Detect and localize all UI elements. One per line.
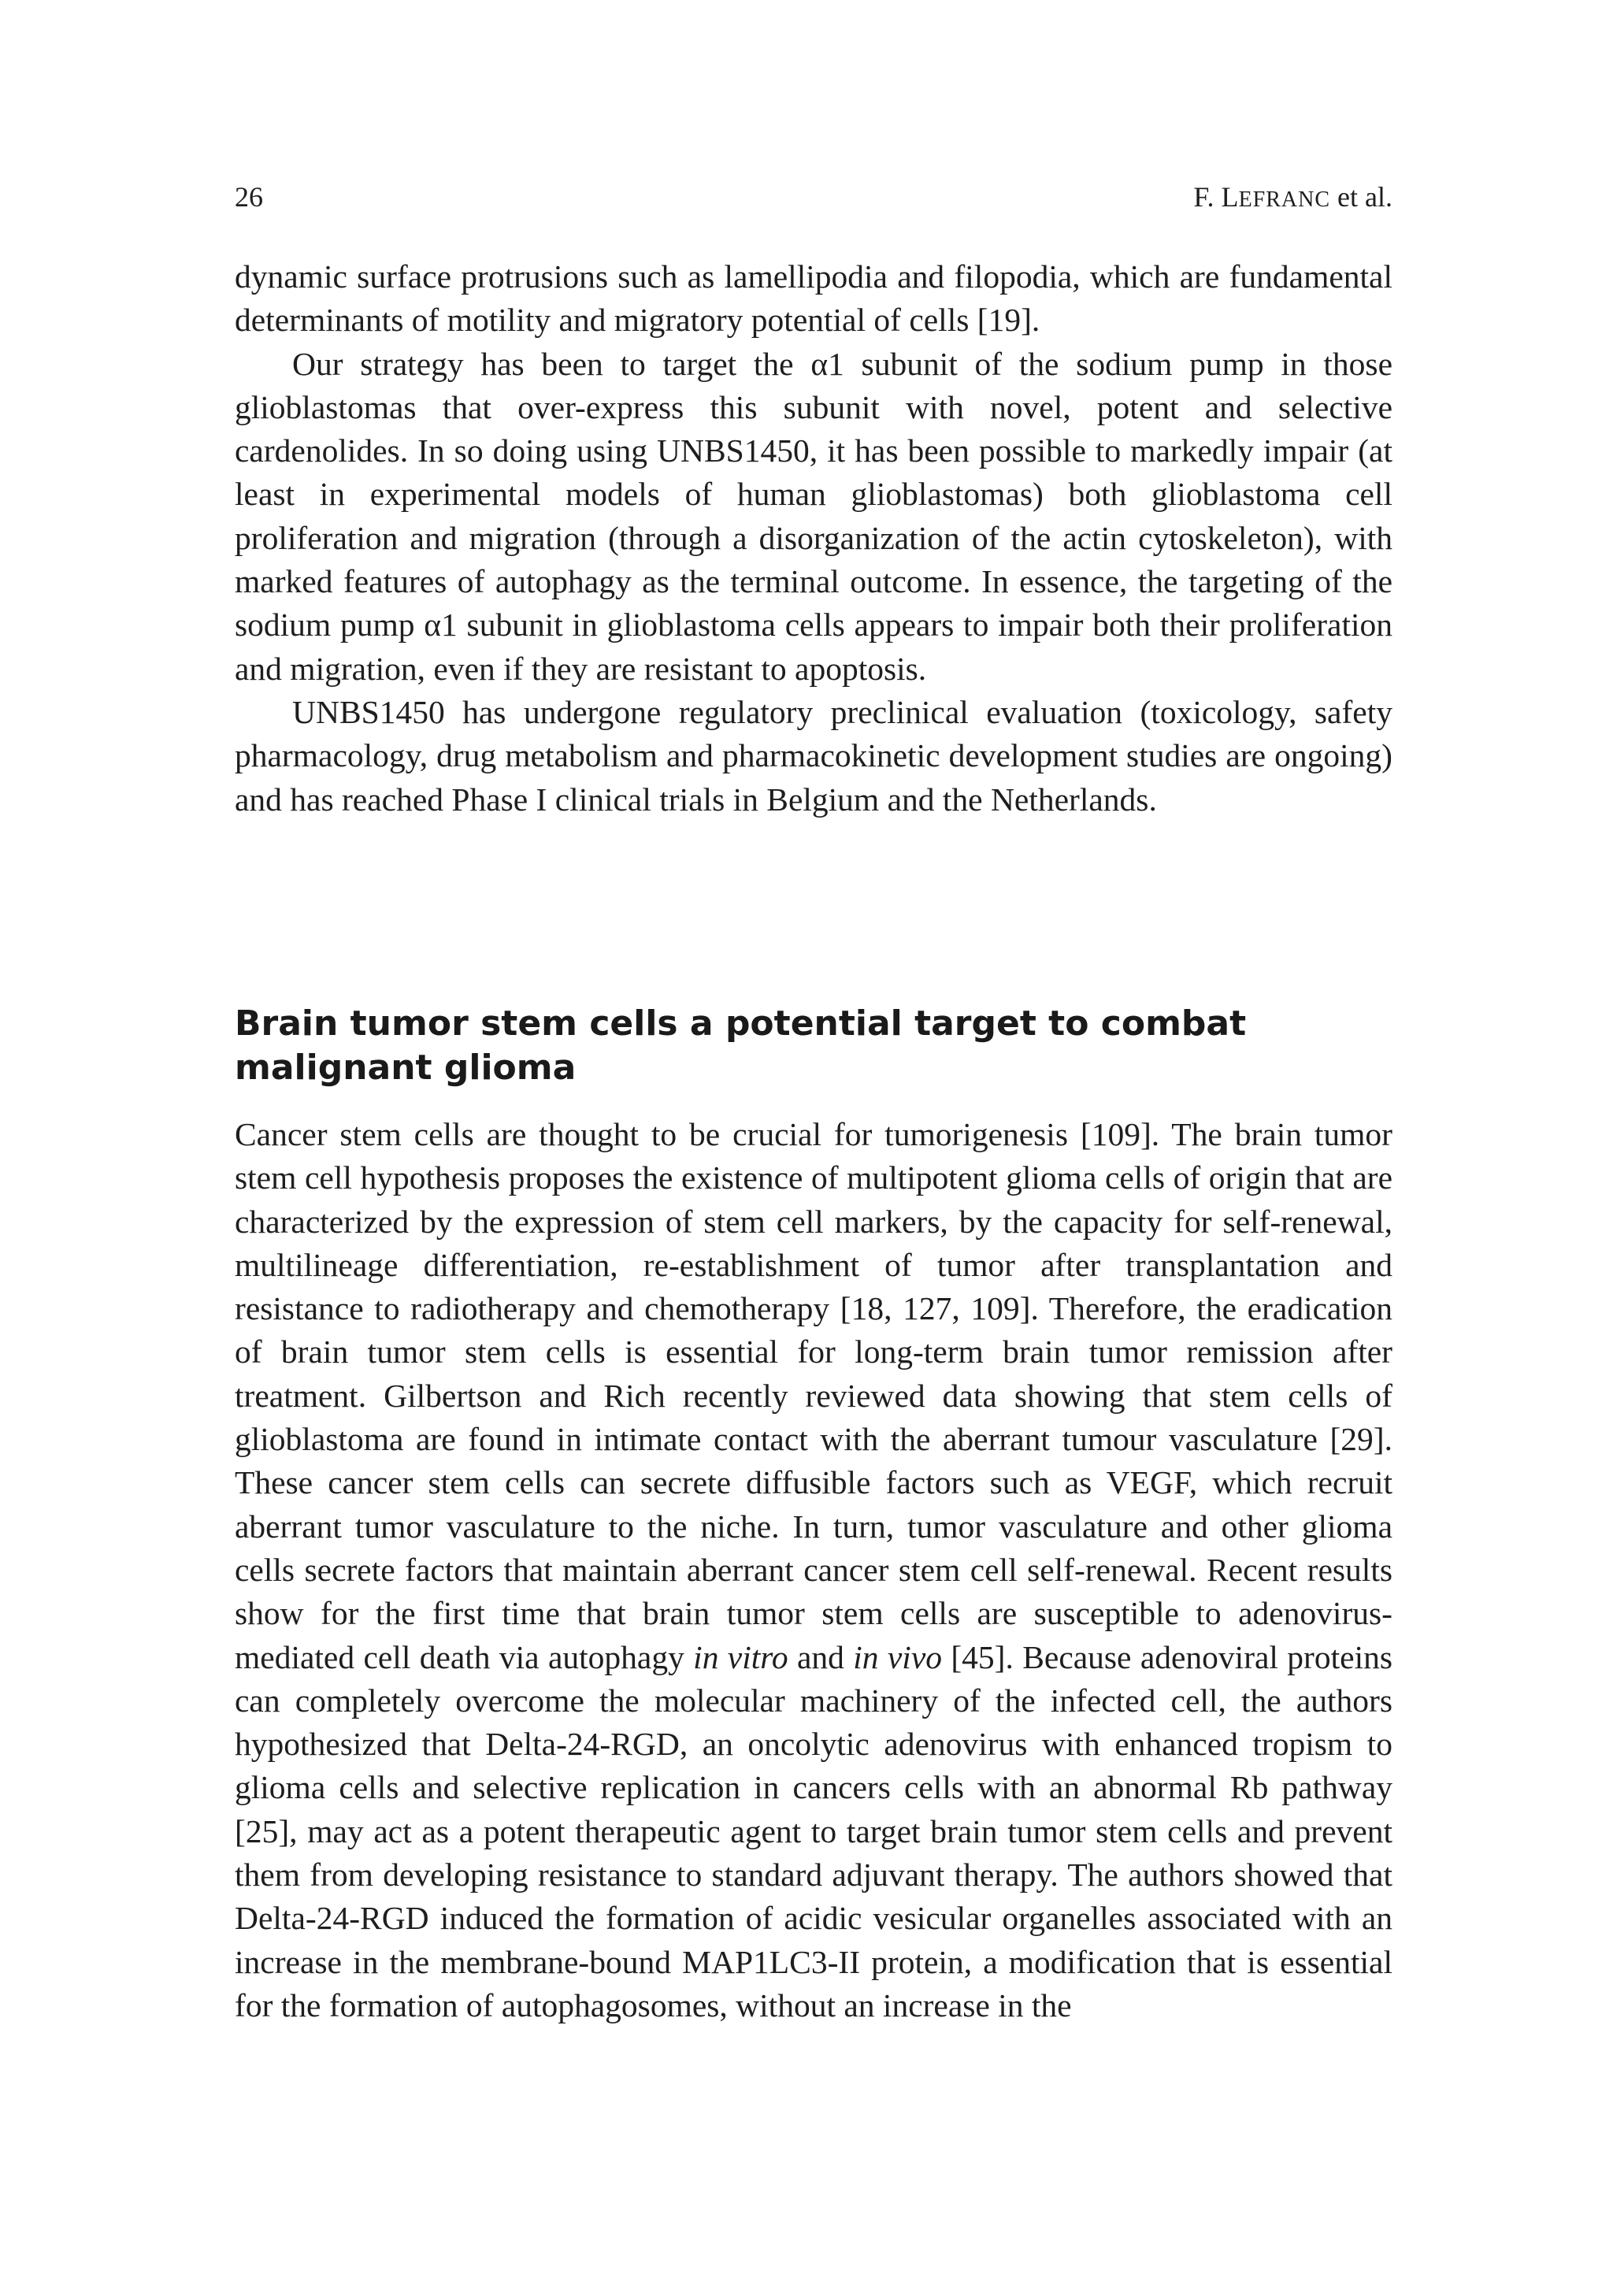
author-suffix: et al.	[1330, 181, 1392, 213]
paragraph: dynamic surface protrusions such as lamellipodia and filopodia, which are fundamental determinants of motility and migratory potential of cells [19].	[235, 258, 1392, 339]
italic-term: in vivo	[853, 1638, 943, 1675]
text-run: Cancer stem cells are thought to be crucial for tumorigenesis [109]. The brain tumor stem cell hypothesis proposes the existence of multipotent glioma cells of origin that are characterized by the expression of stem cell markers, by the capacity for self-renewal, multilineage differentiation, re-establishment of tumor after transplantation and resistance to radiotherapy and chemotherapy [18, 127, 109]. Therefore, the eradication of brain tumor stem cells is essential for long-term brain tumor remission after treatment. Gilbertson and Rich recently reviewed data showing that stem cells of glioblastoma are found in intimate contact with the aberrant tumour vasculature [29]. These cancer stem cells can secrete diffusible factors such as VEGF, which recruit aberrant tumor vasculature to the niche. In turn, tumor vasculature and other glioma cells secrete factors that maintain aberrant cancer stem cell self-renewal. Recent results show for the first time that brain tumor stem cells are susceptible to adenovirus-mediated cell death via autophagy	[235, 1116, 1392, 1675]
page-number: 26	[235, 181, 263, 213]
author-initial: F. L	[1193, 181, 1239, 213]
paragraph: Our strategy has been to target the α1 subunit of the sodium pump in those glioblastomas that over-express this subunit with novel, potent and selective cardenolides. In so doing using UNBS1450, it has been possible to markedly impair (at least in experimental models of human glioblastomas) both glioblastoma cell proliferation and migration (through a disorganization of the actin cytoskeleton), with marked features of autophagy as the terminal outcome. In essence, the targeting of the sodium pump α1 subunit in glioblastoma cells appears to impair both their proliferation and migration, even if they are resistant to apoptosis.	[235, 345, 1392, 687]
running-header	[235, 175, 1392, 219]
italic-term: in vitro	[693, 1638, 788, 1675]
author-surname: EFRANC	[1238, 187, 1331, 212]
text-run: [45]. Because adenoviral proteins can completely overcome the molecular machinery of the infected cell, the authors hypothesized that Delta-24-RGD, an oncolytic adenovirus with enhanced tropism to glioma cells and selective replication in cancers cells with an abnormal Rb pathway [25], may act as a potent therapeutic agent to target brain tumor stem cells and prevent them from developing resistance to standard adjuvant therapy. The authors showed that Delta-24-RGD induced the formation of acidic vesicular organelles associated with an increase in the membrane-bound MAP1LC3-II protein, a modification that is essential for the formation of autophagosomes, without an increase in the	[235, 1638, 1393, 2023]
paragraph: UNBS1450 has undergone regulatory preclinical evaluation (toxicology, safety pharmacology, drug metabolism and pharmacokinetic development studies are ongoing) and has reached Phase I clinical trials in Belgium and the Netherlands.	[235, 693, 1392, 818]
paragraph	[235, 1113, 1392, 2027]
body-text	[235, 255, 1392, 822]
text-run: and	[788, 1638, 854, 1675]
section-heading: Brain tumor stem cells a potential target to combat malignant glioma	[235, 1003, 1247, 1088]
section-body-text	[235, 1113, 1392, 2027]
running-author	[1193, 175, 1392, 222]
